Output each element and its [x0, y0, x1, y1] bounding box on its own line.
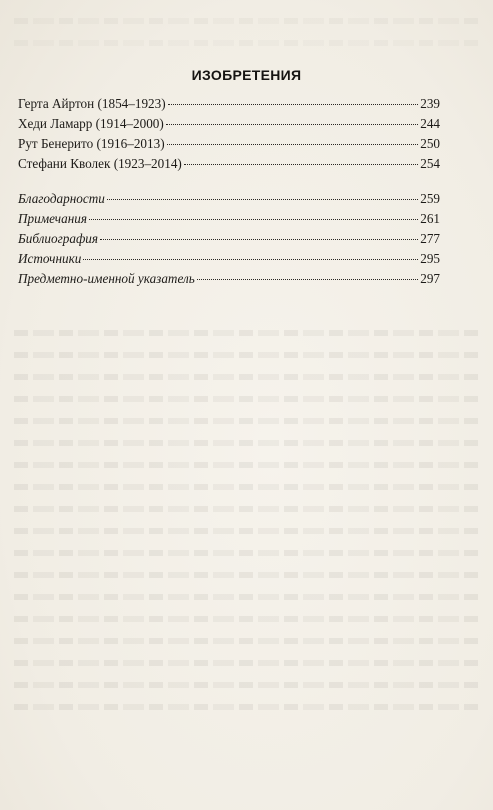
toc-inventions-list [18, 94, 440, 174]
toc-entry-page: 261 [420, 211, 440, 226]
dot-leader [167, 144, 419, 145]
bleed-through-line [14, 638, 479, 644]
dot-leader [83, 259, 418, 260]
bleed-through-line [14, 550, 479, 556]
bleed-through-line [14, 594, 479, 600]
bleed-through-line [14, 330, 479, 336]
bleed-through-line [14, 528, 479, 534]
dot-leader [89, 219, 418, 220]
section-title: ИЗОБРЕТЕНИЯ [191, 67, 302, 83]
toc-entry-label: Библиография [18, 231, 99, 246]
bleed-through-line [14, 418, 479, 424]
toc-entry[interactable] [18, 189, 440, 209]
bleed-through-line [14, 40, 479, 46]
bleed-through-line [14, 682, 479, 688]
toc-entry-label: Хеди Ламарр (1914–2000) [18, 116, 164, 131]
toc-entry-page: 259 [420, 191, 440, 206]
toc-entry[interactable] [18, 249, 440, 269]
toc-entry-label: Источники [18, 251, 82, 266]
bleed-through-line [14, 462, 479, 468]
bleed-through-line [14, 440, 479, 446]
dot-leader [166, 124, 418, 125]
bleed-through-line [14, 660, 479, 666]
bleed-through-line [14, 506, 479, 512]
toc-entry-label: Герта Айртон (1854–1923) [18, 96, 166, 111]
toc-entry-page: 250 [420, 136, 440, 151]
toc-entry-page: 277 [420, 231, 440, 246]
bleed-through-line [14, 396, 479, 402]
toc-entry[interactable] [18, 229, 440, 249]
dot-leader [197, 279, 419, 280]
toc-entry-page: 254 [420, 156, 440, 171]
toc-entry-label: Стефани Кволек (1923–2014) [18, 156, 182, 171]
bleed-through-line [14, 572, 479, 578]
toc-entry[interactable] [18, 154, 440, 174]
toc-back-matter-list [18, 189, 440, 289]
toc-entry-label: Благодарности [18, 191, 105, 206]
toc-entry-page: 239 [420, 96, 440, 111]
bleed-through-line [14, 704, 479, 710]
dot-leader [168, 104, 419, 105]
bleed-through-line [14, 484, 479, 490]
bleed-through-line [14, 374, 479, 380]
toc-entry-label: Предметно-именной указатель [18, 271, 195, 286]
toc-entry[interactable] [18, 269, 440, 289]
bleed-through-line [14, 352, 479, 358]
dot-leader [107, 199, 418, 200]
toc-entry[interactable] [18, 94, 440, 114]
toc-entry[interactable] [18, 114, 440, 134]
bleed-through-line [14, 18, 479, 24]
toc-entry-page: 244 [420, 116, 440, 131]
toc-entry[interactable] [18, 209, 440, 229]
dot-leader [100, 239, 418, 240]
toc-entry-label: Рут Бенерито (1916–2013) [18, 136, 165, 151]
bleed-through-line [14, 616, 479, 622]
dot-leader [184, 164, 418, 165]
toc-entry-label: Примечания [18, 211, 87, 226]
toc-entry-page: 297 [420, 271, 440, 286]
toc-entry-page: 295 [420, 251, 440, 266]
toc-entry[interactable] [18, 134, 440, 154]
